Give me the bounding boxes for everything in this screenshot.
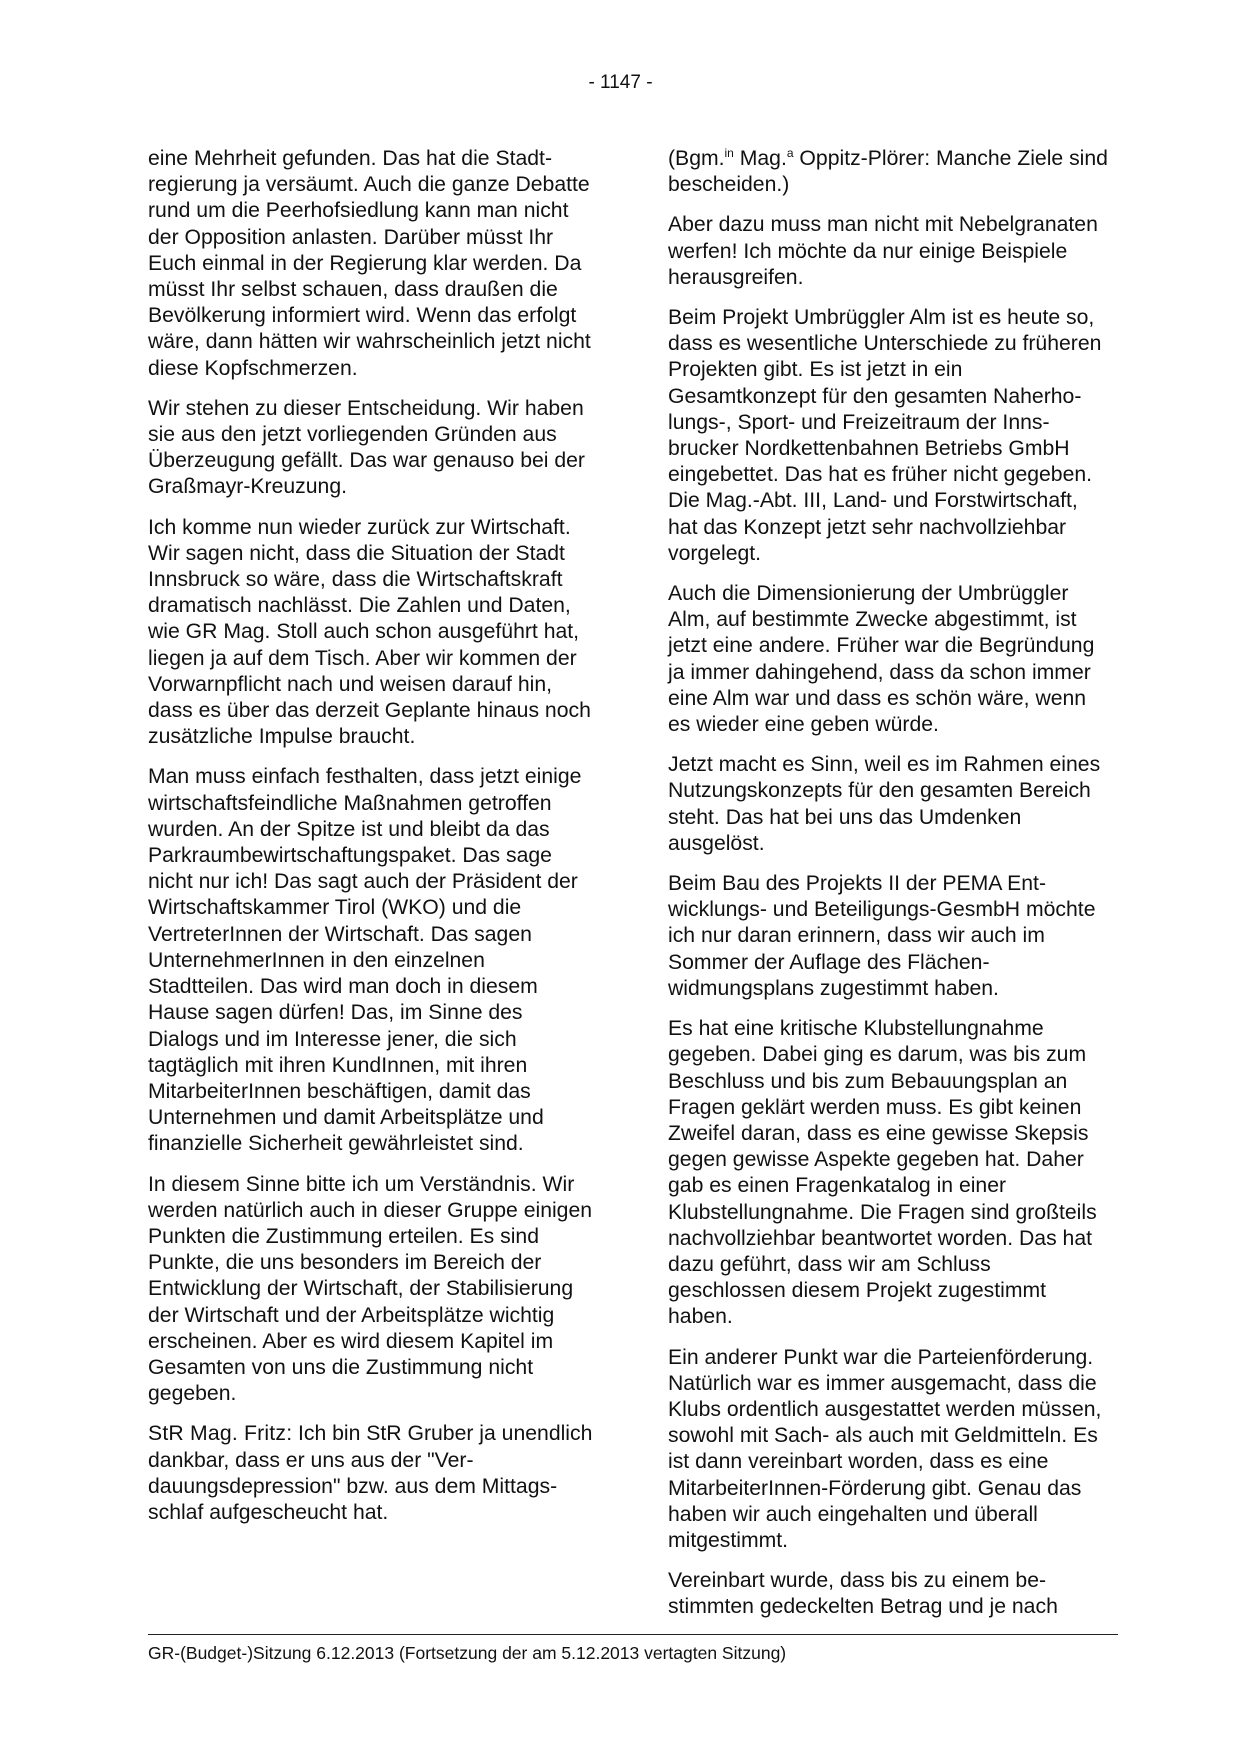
paragraph: Wir stehen zu dieser Entscheidung. Wir haben sie aus den jetzt vorliegenden Gründen aus Überzeugung gefällt. Das war genauso bei der Graßmayr-Kreuzung. [148, 396, 585, 499]
superscript-a: a [786, 146, 794, 160]
paragraph: Aber dazu muss man nicht mit Nebelgranaten werfen! Ich möchte da nur einige Beispiele herausgreifen. [668, 213, 1098, 289]
interjection [668, 146, 1113, 198]
paragraph: Ich komme nun wieder zurück zur Wirtschaft. Wir sagen nicht, dass die Situation der Stadt Innsbruck so wäre, dass die Wirtschaftskraft dramatisch nachlässt. Die Zahlen und Daten, wie GR Mag. Stoll auch schon ausgeführt hat, liegen ja auf dem Tisch. Aber wir kommen der Vorwarnpflicht nach und weisen darauf hin, dass es über das derzeit Geplante hinaus noch zusätzliche Impulse braucht. [148, 515, 591, 749]
paragraph: In diesem Sinne bitte ich um Verständnis. Wir werden natürlich auch in dieser Gruppe einigen Punkten die Zustimmung erteilen. Es sind Punkte, die uns besonders im Bereich der Entwicklung der Wirtschaft, der Stabilisierung der Wirtschaft und der Arbeitsplätze wichtig erscheinen. Aber es wird diesem Kapitel im Gesamten von uns die Zustimmung nicht gegeben. [148, 1172, 593, 1406]
right-column [668, 146, 1113, 1635]
speaker-name: StR Mag. Fritz [148, 1422, 287, 1446]
paragraph: Man muss einfach festhalten, dass jetzt einige wirtschaftsfeindliche Maßnahmen getroffen wurden. An der Spitze ist und bleibt da das Parkraumbewirtschaftungspaket. Das sage nicht nur ich! Das sagt auch der Präsident der Wirtschaftskammer Tirol (WKO) und die VertreterInnen der Wirtschaft. Das sagen UnternehmerInnen in den einzelnen Stadtteilen. Das wird man doch in diesem Hause sagen dürfen! Das, im Sinne des Dialogs und im Interesse jener, die sich tagtäglich mit ihren KundInnen, mit ihren MitarbeiterInnen beschäftigen, damit das Unternehmen und damit Arbeitsplätze und finanzielle Sicherheit gewährleistet sind. [148, 765, 582, 1156]
left-column [148, 146, 593, 1540]
paragraph: Beim Projekt Umbrüggler Alm ist es heute so, dass es wesentliche Unterschiede zu früheren Projekten gibt. Es ist jetzt in ein Gesamtkonzept für den gesamten Naherholungs-, Sport- und Freizeitraum der Innsbrucker Nordkettenbahnen Betriebs GmbH eingebettet. Das hat es früher nicht gegeben. Die Mag.-Abt. III, Land- und Forstwirtschaft, hat das Konzept jetzt sehr nachvollziehbar vorgelegt. [668, 306, 1102, 565]
paragraph: eine Mehrheit gefunden. Das hat die Stadtregierung ja versäumt. Auch die ganze Debatte rund um die Peerhofsiedlung kann man nicht der Opposition anlasten. Darüber müsst Ihr Euch einmal in der Regierung klar werden. Da müsst Ihr selbst schauen, dass draußen die Bevölkerung informiert wird. Wenn das erfolgt wäre, dann hätten wir wahrscheinlich jetzt nicht diese Kopfschmerzen. [148, 147, 591, 380]
page-number: - 1147 - [588, 72, 653, 93]
paragraph: Beim Bau des Projekts II der PEMA Entwicklungs- und Beteiligungs-GesmbH möchte ich nur daran erinnern, dass wir auch im Sommer der Auflage des Flächenwidmungsplans zugestimmt haben. [668, 872, 1096, 1000]
speaker-text: : Ich bin StR Gruber ja unendlich dankbar, dass er uns aus der "Verdauungsdepression" bzw. aus dem Mittagsschlaf aufgescheucht hat. [148, 1422, 593, 1524]
paragraph: Vereinbart wurde, dass bis zu einem bestimmten gedeckelten Betrag und je nach [668, 1569, 1058, 1619]
interjection-middle: Mag. [733, 147, 787, 170]
paragraph: Jetzt macht es Sinn, weil es im Rahmen eines Nutzungskonzepts für den gesamten Bereich steht. Das hat bei uns das Umdenken ausgelöst. [668, 753, 1101, 855]
speaker-paragraph [148, 1421, 593, 1526]
interjection-rest: Oppitz-Plörer: Manche Ziele sind bescheiden.) [668, 147, 1108, 197]
paragraph: Ein anderer Punkt war die Parteienförderung. Natürlich war es immer ausgemacht, dass die Klubs ordentlich ausgestattet werden müssen, sowohl mit Sach- als auch mit Geldmitteln. Es ist dann vereinbart worden, dass es eine MitarbeiterInnen-Förderung gibt. Genau das haben wir auch eingehalten und überall mitgestimmt. [668, 1345, 1102, 1552]
superscript-in: in [724, 146, 734, 160]
interjection-prefix: (Bgm. [668, 147, 725, 170]
footer-divider [148, 1634, 1118, 1635]
paragraph: Es hat eine kritische Klubstellungnahme gegeben. Dabei ging es darum, was bis zum Beschluss und bis zum Bebauungsplan an Fragen geklärt werden muss. Es gibt keinen Zweifel daran, dass es eine gewisse Skepsis gegen gewisse Aspekte gegeben hat. Daher gab es einen Fragenkatalog in einer Klubstellungnahme. Die Fragen sind großteils nachvollziehbar beantwortet worden. Das hat dazu geführt, dass wir am Schluss geschlossen diesem Projekt zugestimmt haben. [668, 1017, 1097, 1329]
footer-text: GR-(Budget-)Sitzung 6.12.2013 (Fortsetzung der am 5.12.2013 vertagten Sitzung) [148, 1643, 787, 1663]
paragraph: Auch die Dimensionierung der Umbrüggler Alm, auf bestimmte Zwecke abgestimmt, ist jetzt eine andere. Früher war die Begründung ja immer dahingehend, dass da schon immer eine Alm war und dass es schön wäre, wenn es wieder eine geben würde. [668, 582, 1095, 737]
